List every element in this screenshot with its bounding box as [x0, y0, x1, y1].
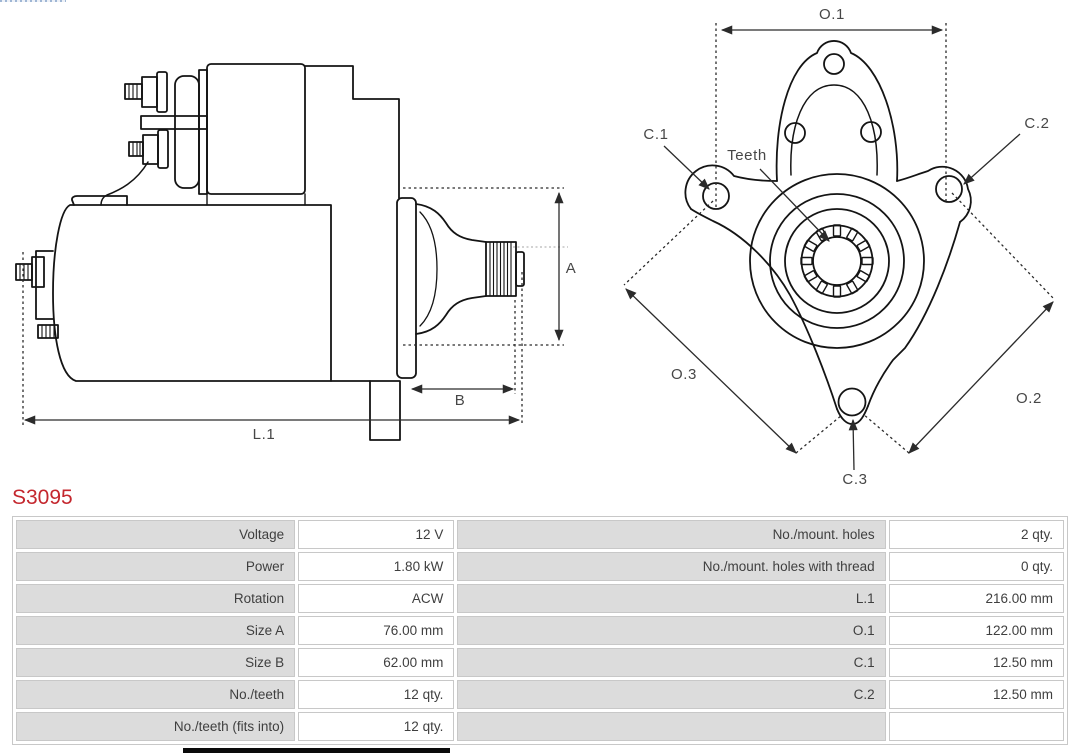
dim-label-b: B — [454, 392, 466, 409]
spec-label-right — [457, 712, 885, 741]
motor-body-outline — [16, 64, 524, 440]
spec-label-right: No./mount. holes with thread — [457, 552, 885, 581]
starter-side-view-drawing — [8, 42, 578, 462]
spec-label-right: C.2 — [457, 680, 885, 709]
spec-label-left: No./teeth — [16, 680, 295, 709]
spec-value-right: 12.50 mm — [889, 680, 1064, 709]
spec-label-left: Voltage — [16, 520, 295, 549]
spec-row — [16, 616, 1064, 645]
spec-table — [12, 516, 1068, 745]
spec-label-left: Rotation — [16, 584, 295, 613]
spec-row — [16, 584, 1064, 613]
spec-value-right — [889, 712, 1064, 741]
flange-outline — [685, 41, 970, 424]
spec-value-right: 122.00 mm — [889, 616, 1064, 645]
spec-row — [16, 520, 1064, 549]
dim-label-c2: C.2 — [1024, 115, 1050, 132]
spec-label-left: Power — [16, 552, 295, 581]
spec-table-container — [12, 516, 1068, 745]
spec-label-left: No./teeth (fits into) — [16, 712, 295, 741]
spec-value-left: 12 qty. — [298, 712, 454, 741]
spec-value-left: 12 qty. — [298, 680, 454, 709]
spec-value-right: 0 qty. — [889, 552, 1064, 581]
dim-label-c3: C.3 — [842, 471, 868, 488]
dim-label-a: A — [565, 260, 577, 277]
dim-label-o2: O.2 — [1016, 390, 1042, 407]
starter-front-view-drawing — [612, 3, 1074, 491]
spec-value-right: 12.50 mm — [889, 648, 1064, 677]
side-view-dimensions — [23, 188, 568, 425]
spec-value-left: 1.80 kW — [298, 552, 454, 581]
spec-value-left: 12 V — [298, 520, 454, 549]
dim-label-o1: O.1 — [819, 6, 845, 23]
spec-value-left: 76.00 mm — [298, 616, 454, 645]
spec-label-right: No./mount. holes — [457, 520, 885, 549]
dim-label-o3: O.3 — [671, 366, 697, 383]
spec-label-right: C.1 — [457, 648, 885, 677]
spec-row — [16, 648, 1064, 677]
spec-value-right: 216.00 mm — [889, 584, 1064, 613]
spec-row — [16, 712, 1064, 741]
dim-label-c1: C.1 — [643, 126, 669, 143]
spec-label-right: O.1 — [457, 616, 885, 645]
dim-label-l1: L.1 — [252, 426, 276, 443]
spec-row — [16, 680, 1064, 709]
spec-label-left: Size B — [16, 648, 295, 677]
spec-value-right: 2 qty. — [889, 520, 1064, 549]
spec-value-left: ACW — [298, 584, 454, 613]
spec-value-left: 62.00 mm — [298, 648, 454, 677]
part-number-heading: S3095 — [12, 486, 73, 509]
screenshot-edge-artifact — [0, 0, 66, 2]
spec-label-left: Size A — [16, 616, 295, 645]
spec-row — [16, 552, 1064, 581]
spec-label-right: L.1 — [457, 584, 885, 613]
bottom-black-bar — [183, 748, 450, 753]
teeth-label: Teeth — [727, 147, 767, 164]
